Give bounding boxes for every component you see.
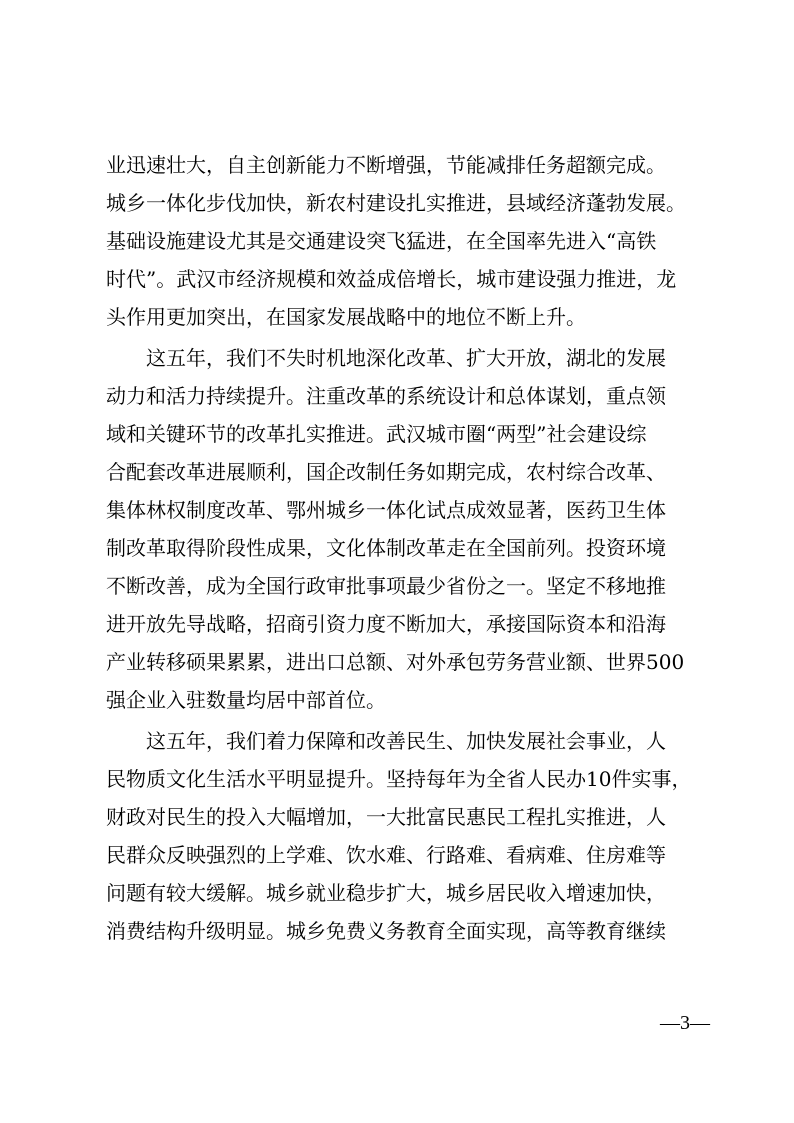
text-line: 合配套改革进展顺利，国企改制任务如期完成，农村综合改革、: [106, 460, 666, 484]
text-line: 财政对民生的投入大幅增加，一大批富民惠民工程扎实推进，人: [106, 805, 666, 829]
text-line: 不断改善，成为全国行政审批事项最少省份之一。坚定不移地推: [106, 574, 666, 598]
text-line: 制改革取得阶段性成果，文化体制改革走在全国前列。投资环境: [106, 536, 666, 560]
text-line: 民物质文化生活水平明显提升。坚持每年为全省人民办10件实事，: [106, 767, 692, 791]
text-line: 强企业入驻数量均居中部首位。: [106, 688, 386, 712]
paragraph-first-line: 这五年，我们着力保障和改善民生、加快发展社会事业，人: [146, 729, 666, 753]
text-line: 集体林权制度改革、鄂州城乡一体化试点成效显著，医药卫生体: [106, 498, 666, 522]
text-line: 头作用更加突出，在国家发展战略中的地位不断上升。: [106, 305, 586, 329]
text-line: 问题有较大缓解。城乡就业稳步扩大，城乡居民收入增速加快，: [106, 881, 666, 905]
text-line: 进开放先导战略，招商引资力度不断加大，承接国际资本和沿海: [106, 612, 666, 636]
text-line: 业迅速壮大，自主创新能力不断增强，节能减排任务超额完成。: [106, 153, 666, 177]
text-line: 动力和活力持续提升。注重改革的系统设计和总体谋划，重点领: [106, 384, 666, 408]
text-line: 域和关键环节的改革扎实推进。武汉城市圈“两型”社会建设综: [106, 422, 647, 446]
text-line: 产业转移硕果累累，进出口总额、对外承包劳务营业额、世界500: [106, 650, 685, 674]
paragraph-first-line: 这五年，我们不失时机地深化改革、扩大开放，湖北的发展: [146, 346, 666, 370]
text-line: 基础设施建设尤其是交通建设突飞猛进，在全国率先进入“高铁: [106, 229, 657, 253]
text-line: 时代”。武汉市经济规模和效益成倍增长，城市建设强力推进，龙: [106, 267, 677, 291]
text-line: 城乡一体化步伐加快，新农村建设扎实推进，县域经济蓬勃发展。: [106, 191, 686, 215]
page-number: —3—: [660, 1012, 710, 1034]
text-line: 消费结构升级明显。城乡免费义务教育全面实现，高等教育继续: [106, 919, 666, 943]
text-line: 民群众反映强烈的上学难、饮水难、行路难、看病难、住房难等: [106, 843, 666, 867]
